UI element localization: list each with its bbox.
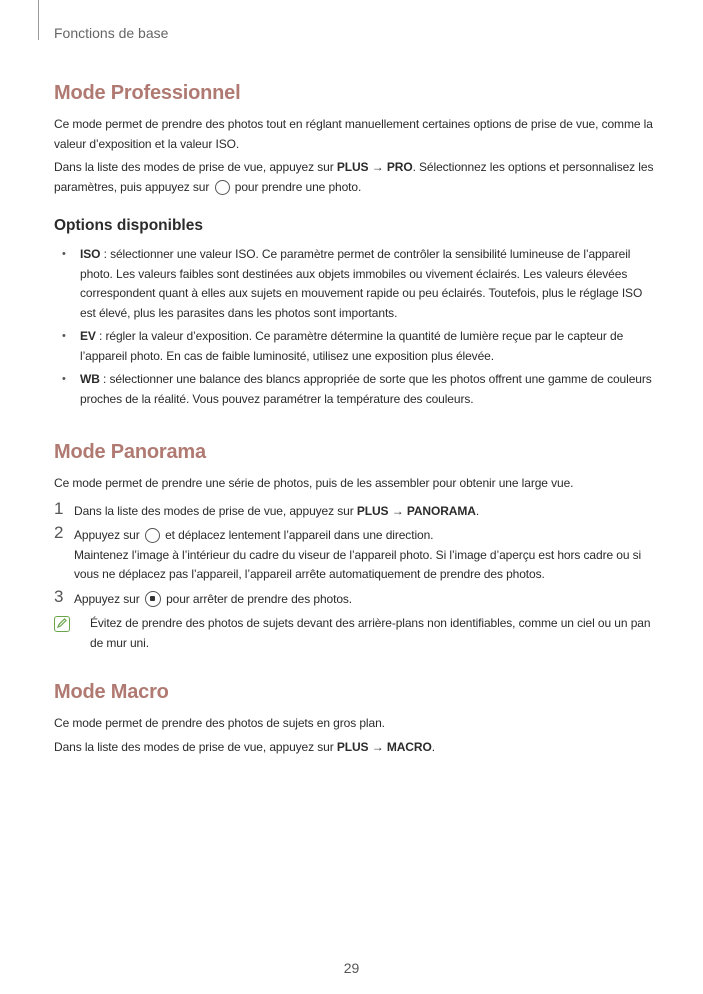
panorama-intro: Ce mode permet de prendre une série de photos, puis de les assembler pour obtenir une large vue. bbox=[54, 476, 574, 490]
option-key: ISO bbox=[80, 247, 101, 261]
stop-icon bbox=[145, 591, 161, 607]
pro-instr-a: Dans la liste des modes de prise de vue, appuyez sur bbox=[54, 160, 337, 174]
step-text: . bbox=[475, 503, 480, 518]
note-text: Évitez de prendre des photos de sujets devant des arrière-plans non identifiables, comme un ciel ou un pan de mur uni. bbox=[90, 616, 651, 650]
step-text: et déplacez lentement l’appareil dans une direction. bbox=[161, 528, 434, 542]
header-rule bbox=[38, 0, 39, 40]
step-number: 3 bbox=[54, 586, 64, 606]
step-number: 2 bbox=[54, 523, 64, 542]
step-text: Appuyez sur bbox=[74, 591, 143, 606]
step-3 bbox=[54, 586, 654, 610]
option-ev bbox=[54, 327, 654, 366]
note bbox=[54, 614, 654, 653]
pro-instructions bbox=[54, 158, 654, 197]
option-key: WB bbox=[80, 372, 100, 386]
arrow: → bbox=[368, 160, 387, 174]
macro-mode-title: Mode Macro bbox=[54, 681, 169, 703]
page-header: Fonctions de base bbox=[54, 25, 169, 41]
option-key: EV bbox=[80, 329, 96, 343]
panorama-label: PANORAMA bbox=[406, 503, 476, 518]
panorama-steps bbox=[54, 498, 654, 610]
step-text: Appuyez sur bbox=[74, 528, 143, 542]
option-text: : sélectionner une balance des blancs appropriée de sorte que les photos offrent une gamme de couleurs proches de la réalité. Vous pouvez paramétrer la température des couleurs. bbox=[80, 372, 652, 406]
pro-mode-title: Mode Professionnel bbox=[54, 82, 241, 104]
option-text: : régler la valeur d’exposition. Ce paramètre détermine la quantité de lumière reçue par le capteur de l’appareil photo. En cas de faible luminosité, utilisez une exposition plus élevée. bbox=[80, 329, 624, 363]
pro-instr-c: pour prendre une photo. bbox=[231, 179, 362, 194]
panorama-mode-title: Mode Panorama bbox=[54, 441, 206, 463]
step-text: Dans la liste des modes de prise de vue, appuyez sur bbox=[74, 503, 357, 518]
macro-intro: Ce mode permet de prendre des photos de sujets en gros plan. bbox=[54, 716, 385, 730]
macro-instructions bbox=[54, 738, 654, 758]
plus-label: PLUS bbox=[356, 503, 389, 518]
pro-intro: Ce mode permet de prendre des photos tout en réglant manuellement certaines options de prise de vue, comme la valeur d’exposition et la valeur ISO. bbox=[54, 117, 653, 151]
option-wb bbox=[54, 370, 654, 409]
step-number: 1 bbox=[54, 498, 64, 518]
page-number: 29 bbox=[343, 960, 360, 976]
pro-label: PRO bbox=[386, 160, 413, 174]
step-text: pour arrêter de prendre des photos. bbox=[162, 591, 353, 606]
shutter-icon bbox=[215, 180, 230, 195]
bullet-icon: • bbox=[62, 373, 66, 385]
options-title: Options disponibles bbox=[54, 217, 203, 234]
option-iso bbox=[54, 245, 654, 323]
page-content bbox=[54, 80, 654, 761]
macro-end: . bbox=[431, 739, 435, 754]
plus-label: PLUS bbox=[336, 160, 369, 174]
step-2 bbox=[54, 523, 654, 585]
pro-instr-b: . Sélectionnez les options et personnalisez les paramètres, puis appuyez sur bbox=[54, 160, 654, 194]
option-text: : sélectionner une valeur ISO. Ce paramètre permet de contrôler la sensibilité lumineuse de l’appareil photo. Les valeurs faibles sont destinées aux objets immobiles ou vivement éclairés. Les valeurs élevées correspondent quant à elles aux sujets en mouvement rapide ou peu éclairés. Toutefois, plus le réglage ISO est élevé, plus les parasites dans les photos sont importants. bbox=[80, 247, 643, 320]
arrow: → bbox=[388, 503, 407, 518]
shutter-icon bbox=[145, 528, 160, 543]
macro-label: MACRO bbox=[386, 739, 432, 754]
bullet-icon: • bbox=[62, 248, 66, 260]
arrow: → bbox=[368, 739, 387, 754]
step-detail: Maintenez l’image à l’intérieur du cadre du viseur de l’appareil photo. Si l’image d’aperçu est hors cadre ou si vous ne déplacez pas l’appareil, l’appareil arrête automatiquement de prendre des photos. bbox=[74, 547, 642, 581]
bullet-icon: • bbox=[62, 330, 66, 342]
step-1 bbox=[54, 498, 654, 522]
note-pencil-icon bbox=[54, 616, 70, 632]
plus-label: PLUS bbox=[336, 739, 369, 754]
macro-instr-a: Dans la liste des modes de prise de vue, appuyez sur bbox=[54, 739, 337, 754]
options-list bbox=[54, 245, 654, 409]
